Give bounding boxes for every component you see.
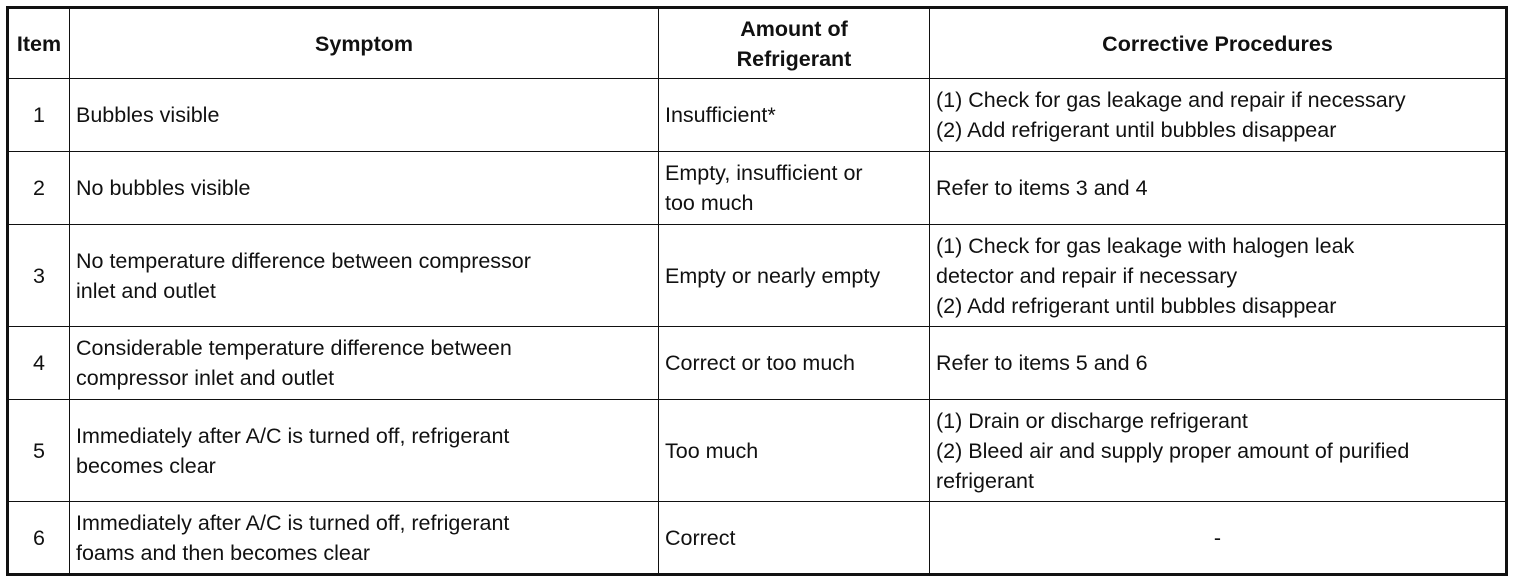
symptom-line: Immediately after A/C is turned off, refrigerant [76, 423, 510, 448]
symptom-line: foams and then becomes clear [76, 540, 370, 565]
item-cell: 5 [8, 400, 70, 502]
procedures-cell [930, 502, 1507, 575]
header-item: Item [8, 8, 70, 79]
procedure-line: (2) Add refrigerant until bubbles disappear [936, 118, 1337, 142]
procedure-line: Refer to items 3 and 4 [936, 176, 1148, 200]
symptom-line: inlet and outlet [76, 278, 216, 303]
table-row [8, 225, 1507, 327]
symptom-line: No bubbles visible [76, 176, 251, 200]
item-cell: 4 [8, 327, 70, 400]
symptom-line: compressor inlet and outlet [76, 366, 335, 390]
symptom-cell [70, 502, 659, 575]
header-amount-line-1: Amount of [740, 16, 848, 41]
amount-line: Empty or nearly empty [665, 263, 881, 288]
table-row [8, 400, 1507, 502]
amount-cell [659, 152, 930, 225]
symptom-cell [70, 225, 659, 327]
amount-cell [659, 327, 930, 400]
procedure-line: (2) Add refrigerant until bubbles disappear [936, 293, 1337, 318]
symptom-line: Bubbles visible [76, 103, 220, 127]
procedure-line: (2) Bleed air and supply proper amount of purified [936, 438, 1410, 463]
amount-line: Correct or too much [665, 351, 855, 375]
refrigerant-diagnosis-table [6, 6, 1508, 576]
header-row [8, 8, 1507, 79]
symptom-cell [70, 327, 659, 400]
table-row [8, 152, 1507, 225]
symptom-line: Immediately after A/C is turned off, refrigerant [76, 510, 510, 535]
procedures-cell [930, 79, 1507, 152]
amount-line: Insufficient* [665, 103, 776, 127]
amount-cell [659, 400, 930, 502]
symptom-cell [70, 400, 659, 502]
procedures-cell [930, 225, 1507, 327]
symptom-cell [70, 79, 659, 152]
procedure-line: Refer to items 5 and 6 [936, 351, 1148, 375]
item-cell: 1 [8, 79, 70, 152]
amount-cell [659, 225, 930, 327]
procedure-line: (1) Drain or discharge refrigerant [936, 408, 1248, 433]
amount-cell [659, 502, 930, 575]
procedure-line: (1) Check for gas leakage and repair if necessary [936, 88, 1406, 112]
table-row [8, 502, 1507, 575]
header-amount [659, 8, 930, 79]
procedure-line: detector and repair if necessary [936, 263, 1238, 288]
amount-line: too much [665, 191, 754, 215]
table-row [8, 327, 1507, 400]
symptom-line: No temperature difference between compressor [76, 248, 531, 273]
symptom-cell [70, 152, 659, 225]
procedure-line: (1) Check for gas leakage with halogen leak [936, 233, 1355, 258]
header-amount-line-2: Refrigerant [736, 46, 852, 71]
item-cell: 2 [8, 152, 70, 225]
table-row [8, 79, 1507, 152]
amount-cell [659, 79, 930, 152]
procedure-line: refrigerant [936, 468, 1034, 493]
refrigerant-diagnosis-table-wrapper [6, 6, 1508, 576]
item-cell: 6 [8, 502, 70, 575]
header-procedures: Corrective Procedures [930, 8, 1507, 79]
symptom-line: becomes clear [76, 453, 216, 478]
procedures-cell [930, 400, 1507, 502]
amount-line: Correct [665, 525, 736, 550]
header-symptom: Symptom [70, 8, 659, 79]
procedures-cell [930, 327, 1507, 400]
symptom-line: Considerable temperature difference between [76, 336, 512, 360]
amount-line: Empty, insufficient or [665, 161, 863, 185]
procedures-cell [930, 152, 1507, 225]
amount-line: Too much [665, 438, 759, 463]
item-cell: 3 [8, 225, 70, 327]
procedure-line: - [1213, 525, 1222, 550]
